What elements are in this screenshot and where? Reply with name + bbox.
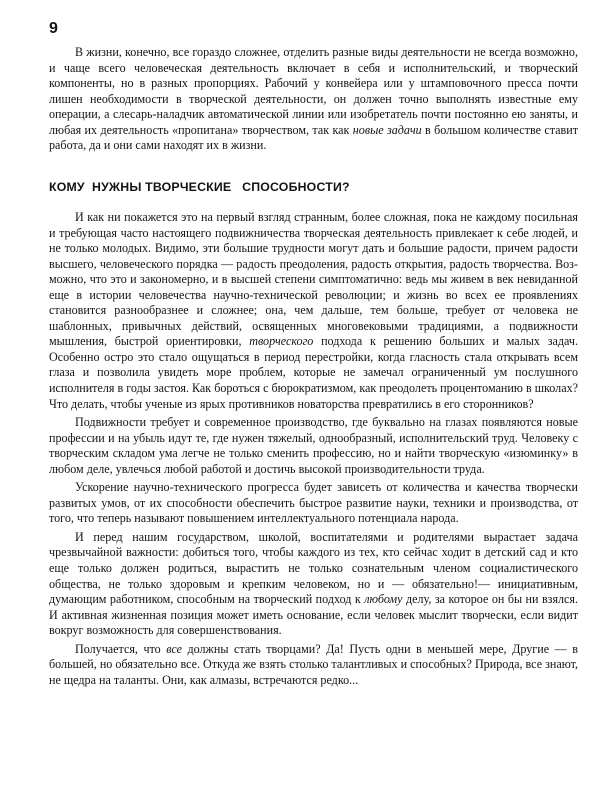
intro-text [49,45,578,154]
paragraph-text: Получается, что [75,641,167,656]
emphasis-text: любому [364,592,403,607]
emphasis-text: творческого [249,334,314,349]
section-heading: КОМУ НУЖНЫ ТВОРЧЕСКИЕ СПОСОБНОСТИ? [49,180,350,194]
paragraph [49,210,578,412]
paragraph: Ускорение научно-технического прогресса будет зависеть от количества и качества творчески развитых умов, от их способности обеспечить быстрое развитие науки, техники и производства, от того, что теперь называют повышением интеллектуального потенциала народа. [49,480,578,526]
paragraph-text: И как ни покажется это на первый взгляд странным, более сложная, пока не каждому посильная и требующая часто настоящего подвижничества творческая деятельность привлекает к себе людей, и не только молодых. Видимо, эти большие трудности могут дать и большие радости, причем радости высшего, человеческого порядка — радость преодоления, радость открытия, радость творчества. Возможно, что это и закономерно, и в высшей степени симптоматично: ведь мы живем в век невиданной еще в истории человечества научно-технической революции; и жизнь во всех ее проявлениях становится разнообразнее и сложнее; она, чем дальше, тем больше, требует от человека не шаблонных, привычных действий, освященных многовековыми традициями, а подвижности мышления, быстрой ориентировки, [49,210,578,349]
paragraph [49,45,578,154]
paragraph-text: И перед нашим государством, школой, воспитателями и родителями вырастает задача чрезвычайной важности: добиться того, чтобы каждого из тех, кто сейчас ходит в детский сад и кто еще только должен родиться, вырастить не только сознательным членом социалистического общества, не только здоровым и крепким человеком, но и — обязательно!— инициативным, думающим работником, способным на творческий подход к [49,529,578,607]
paragraph [49,530,578,639]
emphasis-text: все [166,641,182,656]
paragraph [49,642,578,689]
section-text [49,210,578,691]
emphasis-text: новые задачи [352,122,422,137]
page-number: 9 [49,20,58,37]
paragraph-text: В жизни, конечно, все гораздо сложнее, отделить разные виды деятельности не всегда возможно, и чаще всего человеческая деятельность включает в себя и исполнительский, и творческий компоненты, но в разных пропорциях. Рабочий у конвейера или у штамповочного пресса почти лишен необходимости в творческой деятельности, он должен точно выполнять известные ему операции, а слесарь-наладчик автоматической линии или изобретатель почти постоянно ею заняты, и любая их деятельность «пропитана» творчеством, так как [49,45,578,137]
paragraph-text: подхода к решению больших и малых задач. Особенно остро это стало ощущаться в период перестройки, когда гласность стала открывать всем глаза и позволила увидеть море проблем, которые не замечал ограниченный ум послушного исполнителя в годы застоя. Как бороться с бюрократизмом, как преодолеть процентоманию в школах? Что делать, чтобы ученые из ярых противников новаторства превратились в его сторонников? [49,334,578,411]
paragraph-text: в большом количестве ставит работа, да и они сами находят их в жизни. [49,122,578,153]
paragraph-text: делу, за которое он бы ни взялся. И активная жизненная позиция может иметь основание, если человек мыслит творчески, если видит вокруг возможность для совершенствования. [49,592,578,638]
paragraph: Подвижности требует и современное производство, где буквально на глазах появляются новые профессии и на убыль идут те, где нужен тяжелый, однообразный, исполнительский труд. Человеку с творческим складом ума легче не только сменить профессию, но и найти творческую «изюминку» в любом деле, увлечься любой работой и достичь высокой производительности труда. [49,415,578,476]
paragraph-text: должны стать творцами? Да! Пусть одни в меньшей мере, Другие — в большей, но обязательно все. Откуда же взять столько талантливых и способных? Природа, все знают, не щедра на таланты. Они, как алмазы, встречаются редко... [49,641,579,687]
